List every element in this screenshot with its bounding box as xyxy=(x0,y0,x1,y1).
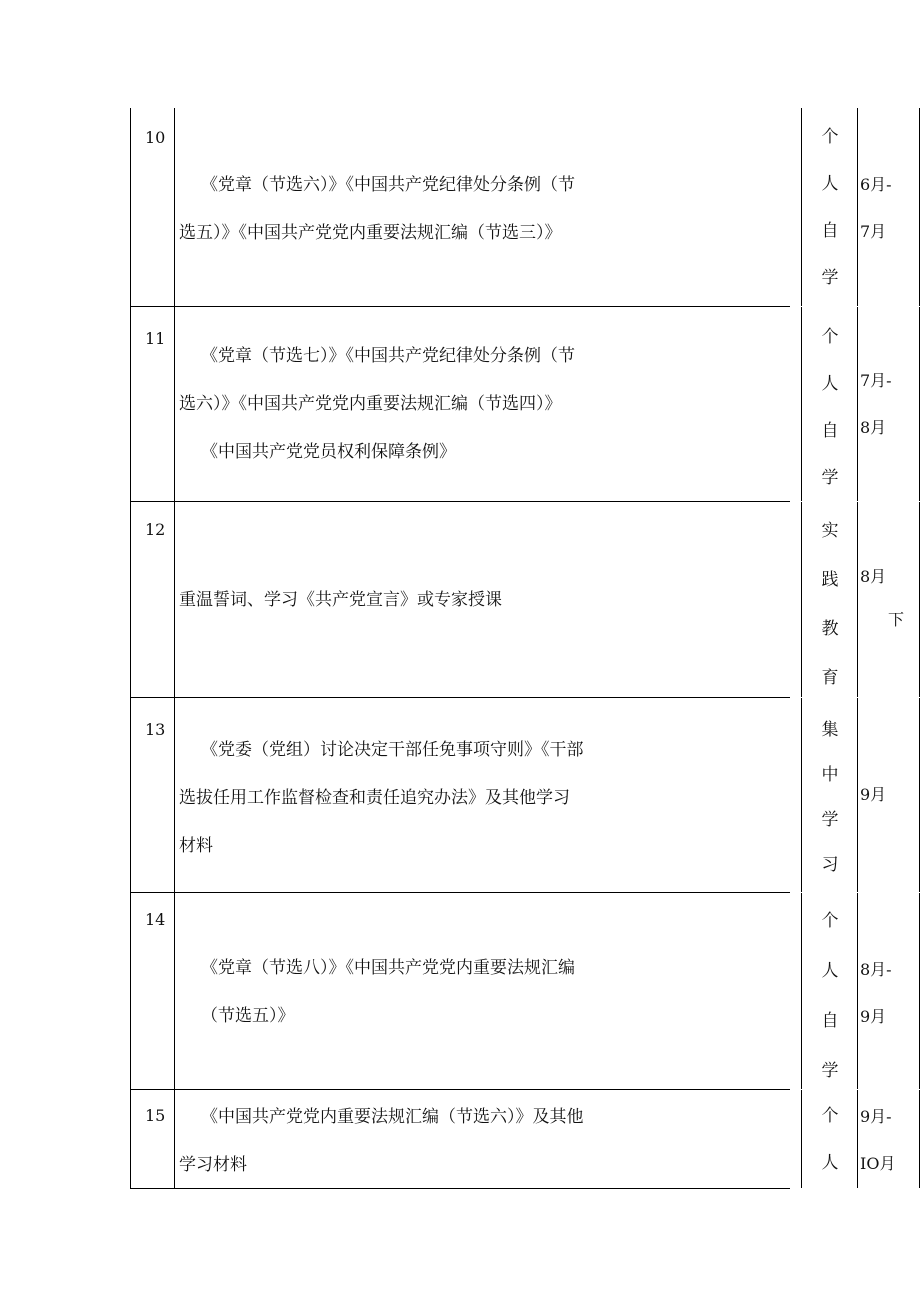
content-line: 《党委（党组）讨论决定干部任免事项守则》《干部 xyxy=(201,740,584,760)
row-number: 12 xyxy=(145,520,166,539)
content-cell xyxy=(174,1090,801,1188)
content-cell xyxy=(174,502,801,697)
method-cell xyxy=(801,698,857,892)
method-char: 学 xyxy=(821,468,839,488)
time-line: 9月 xyxy=(860,1007,887,1026)
content-line: （节选五）》 xyxy=(201,1006,295,1026)
content-line: 选六）》《中国共产党党内重要法规汇编（节选四）》 xyxy=(179,394,562,414)
table-row xyxy=(130,698,887,893)
method-char: 个 xyxy=(821,327,839,347)
time-line: 7月- xyxy=(860,371,892,390)
time-line: 8月 xyxy=(860,418,887,437)
time-line: 7月 xyxy=(860,222,887,241)
method-char: 中 xyxy=(821,765,839,785)
content-cell xyxy=(174,698,801,892)
number-cell xyxy=(130,502,174,697)
number-cell xyxy=(130,108,174,306)
time-cell xyxy=(857,1090,920,1188)
method-char: 学 xyxy=(821,810,839,830)
row-number: 10 xyxy=(145,128,166,147)
content-line: 选五）》《中国共产党党内重要法规汇编（节选三）》 xyxy=(179,223,562,243)
method-char: 人 xyxy=(821,1153,839,1173)
method-cell xyxy=(801,893,857,1089)
method-char: 人 xyxy=(821,961,839,981)
content-cell xyxy=(174,108,801,306)
content-line: 材料 xyxy=(179,836,213,856)
time-line: 9月 xyxy=(860,785,887,804)
table-row xyxy=(130,307,892,502)
content-line: 重温誓词、学习《共产党宣言》或专家授课 xyxy=(179,590,502,610)
time-line: 6月- xyxy=(860,175,892,194)
method-char: 个 xyxy=(821,127,839,147)
time-line: 8月- xyxy=(860,960,892,979)
row-number: 14 xyxy=(145,910,166,929)
content-cell xyxy=(174,893,801,1089)
method-char: 践 xyxy=(821,570,839,590)
table-row xyxy=(130,893,892,1090)
method-char: 学 xyxy=(821,268,839,288)
method-cell xyxy=(801,108,857,306)
number-cell xyxy=(130,698,174,892)
method-char: 习 xyxy=(821,855,839,875)
time-cell xyxy=(857,502,920,697)
content-line: 学习材料 xyxy=(179,1155,247,1175)
time-line: 9月- xyxy=(860,1107,892,1126)
method-char: 学 xyxy=(821,1061,839,1081)
method-char: 实 xyxy=(821,521,839,541)
time-line: IO月 xyxy=(860,1154,896,1173)
content-line: 《党章（节选七）》《中国共产党纪律处分条例（节 xyxy=(201,346,575,366)
method-char: 个 xyxy=(821,911,839,931)
content-line: 《党章（节选六）》《中国共产党纪律处分条例（节 xyxy=(201,175,575,195)
row-number: 11 xyxy=(145,329,166,348)
content-line: 选拔任用工作监督检查和责任追究办法》及其他学习 xyxy=(179,788,570,808)
time-cell xyxy=(857,698,920,892)
method-char: 育 xyxy=(821,668,839,688)
method-cell xyxy=(801,502,857,697)
table-row xyxy=(130,502,905,698)
content-line: 《党章（节选八）》《中国共产党党内重要法规汇编 xyxy=(201,958,575,978)
content-cell xyxy=(174,307,801,501)
method-char: 教 xyxy=(821,619,839,639)
time-cell xyxy=(857,307,920,501)
time-cell xyxy=(857,893,920,1089)
time-line: 下 xyxy=(888,610,905,629)
method-cell xyxy=(801,307,857,501)
time-cell xyxy=(857,108,920,306)
method-char: 人 xyxy=(821,374,839,394)
method-char: 个 xyxy=(821,1106,839,1126)
number-cell xyxy=(130,307,174,501)
method-char: 自 xyxy=(821,221,839,241)
content-line: 《中国共产党党内重要法规汇编（节选六）》及其他 xyxy=(201,1107,584,1127)
study-plan-table xyxy=(130,108,905,1189)
method-char: 人 xyxy=(821,174,839,194)
content-line: 《中国共产党党员权利保障条例》 xyxy=(201,442,456,462)
method-char: 自 xyxy=(821,1011,839,1031)
method-char: 集 xyxy=(821,720,839,740)
row-number: 13 xyxy=(145,720,166,739)
number-cell xyxy=(130,1090,174,1188)
method-char: 自 xyxy=(821,421,839,441)
number-cell xyxy=(130,893,174,1089)
table-row xyxy=(130,1090,896,1189)
time-line: 8月 xyxy=(860,567,887,586)
method-cell xyxy=(801,1090,857,1188)
table-row xyxy=(130,108,892,307)
row-number: 15 xyxy=(145,1106,166,1125)
